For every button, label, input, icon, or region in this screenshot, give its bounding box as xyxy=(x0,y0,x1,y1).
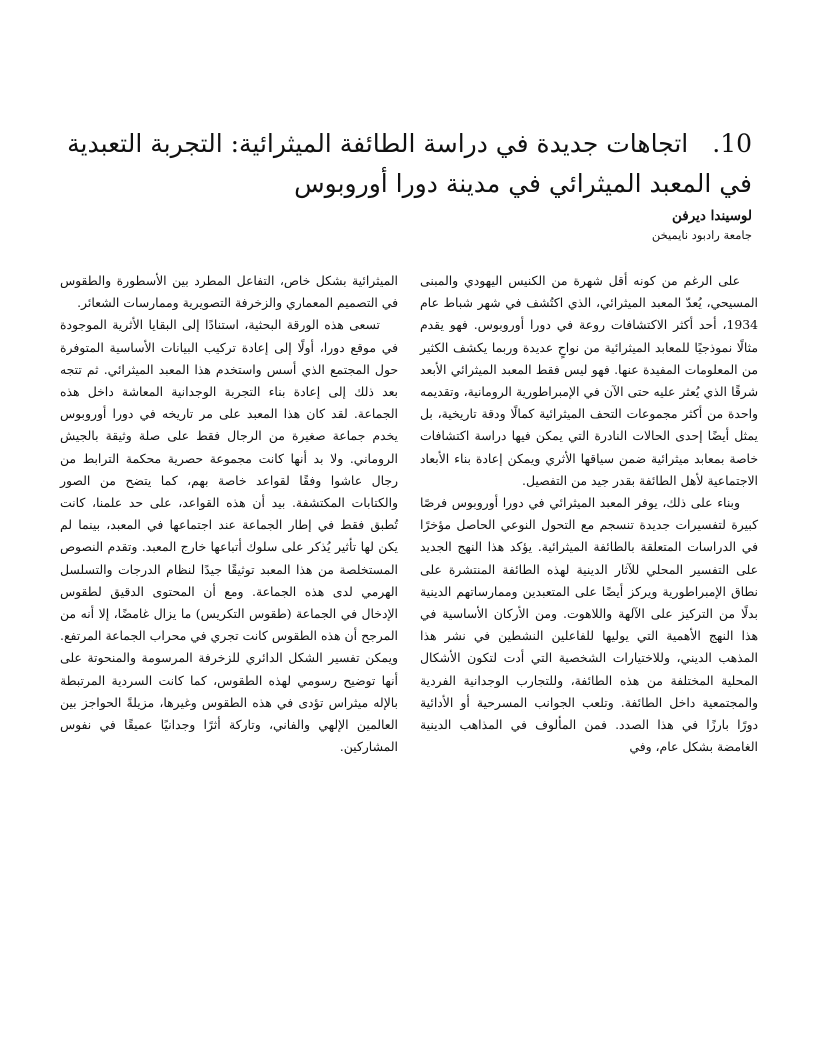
author-affiliation: جامعة رادبود نايميخن xyxy=(651,228,752,242)
chapter-title-text: اتجاهات جديدة في دراسة الطائفة الميثرائية: التجربة التعبدية في المعبد الميثرائي في مدينة دورا أوروبوس xyxy=(67,129,752,198)
text-column-left xyxy=(60,270,398,758)
paragraph: وبناء على ذلك، يوفر المعبد الميثرائي في دورا أوروبوس فرصًا كبيرة لتفسيرات جديدة تنسجم مع التحول النوعي الحاصل مؤخرًا في الدراسات المتعلقة بالطائفة الميثرائية. يؤكد هذا النهج الجديد على التفسير المحلي للآثار الدينية لهذه الطائفة المنتشرة على نطاق الإمبراطورية ويركز أيضًا على المتعبدين وممارساتهم الدينية بدلًا من التركيز على الآلهة واللاهوت. ومن الأركان الأساسية في هذا النهج الأهمية التي يوليها للفاعلين النشطين في نشر هذا المذهب الديني، وللاختيارات الشخصية التي أدت لتكون الأشكال المحلية المختلفة من هذه الطائفة، وللتجارب الوجدانية الفردية والمجتمعية داخل الطائفة. وتلعب الجوانب المسرحية أو الأدائية دورًا بارزًا في هذا الصدد. فمن المألوف في المذاهب الدينية الغامضة بشكل عام، وفي xyxy=(420,495,758,755)
paragraph: على الرغم من كونه أقل شهرة من الكنيس اليهودي والمبنى المسيحي، يُعدّ المعبد الميثرائي، الذي اكتُشف في شهر شباط عام 1934، أحد أكثر الاكتشافات روعة في دورا أوروبوس. فهو يقدم مثالًا نموذجيًا للمعابد الميثرائية من نواحٍ عديدة وربما يكشف الكثير من المعلومات المفيدة عنها. فهو ليس فقط المعبد الميثرائي الأبعد شرقًا الذي يُعثر عليه حتى الآن في الإمبراطورية الرومانية، وتقديمه واحدة من أكثر مجموعات التحف الميثرائية كمالًا ودقة تاريخية، بل يمثل أيضًا إحدى الحالات النادرة التي يمكن فيها دراسة اكتشافات خاصة بمعابد ميثرائية ضمن سياقها الأثري ويمكن إعادة بناء الأبعاد الاجتماعية لأهل الطائفة بقدر جيد من التفصيل. xyxy=(420,273,758,488)
paragraph: تسعى هذه الورقة البحثية، استنادًا إلى البقايا الأثرية الموجودة في موقع دورا، أولًا إلى إعادة تركيب البيانات الأساسية المتوفرة حول المجتمع الذي أسس واستخدم هذا المعبد الميثرائي. ثم تتجه بعد ذلك إلى إعادة بناء التجربة الوجدانية المعاشة داخل هذه الجماعة. لقد كان هذا المعبد على مر تاريخه في دورا أوروبوس يخدم جماعة صغيرة من الرجال فقط على صلة وثيقة بالجيش الروماني. ولا بد أنها كانت مجموعة حصرية محكمة الترابط من رجال عاشوا وفقًا لقواعد خاصة بهم، كما يتضح من الصور والكتابات المكتشفة. بيد أن هذه القواعد، على حد علمنا، كانت تُطبق فقط في إطار الجماعة عند اجتماعها في المعبد، بينما لم يكن لها تأثير يُذكر على سلوك أتباعها خارج المعبد. وتقدم النصوص المستخلصة من هذا المعبد توثيقًا جيدًا لنظام الدرجات والتسلسل الهرمي لدى هذه الجماعة. ومع أن المحتوى الدقيق لطقوس الإدخال في الجماعة (طقوس التكريس) ما يزال غامضًا، إلا أنه من المرجح أن هذه الطقوس كانت تجري في محراب الجماعة المرتفع. ويمكن تفسير الشكل الدائري للزخرفة المرسومة والمنحوتة على أنها توضيح رسومي لهذه الطقوس، كما كانت السردية المرتبطة بالإله ميثراس تؤدى في هذه الطقوس وغيرها، مزيلةً الحواجز بين العالمين الإلهي والفاني، وتاركة أثرًا وجدانيًا عميقًا في نفوس المشاركين. xyxy=(60,317,398,755)
chapter-heading xyxy=(52,124,752,204)
text-column-right xyxy=(420,270,758,758)
paragraph-continued: الميثرائية بشكل خاص، التفاعل المطرد بين الأسطورة والطقوس في التصميم المعماري والزخرفة التصويرية وممارسات الشعائر. xyxy=(60,273,398,311)
chapter-title xyxy=(52,124,752,204)
byline xyxy=(652,206,752,244)
author-name: لوسيندا ديرفن xyxy=(671,208,752,224)
chapter-number: 10. xyxy=(712,129,752,158)
